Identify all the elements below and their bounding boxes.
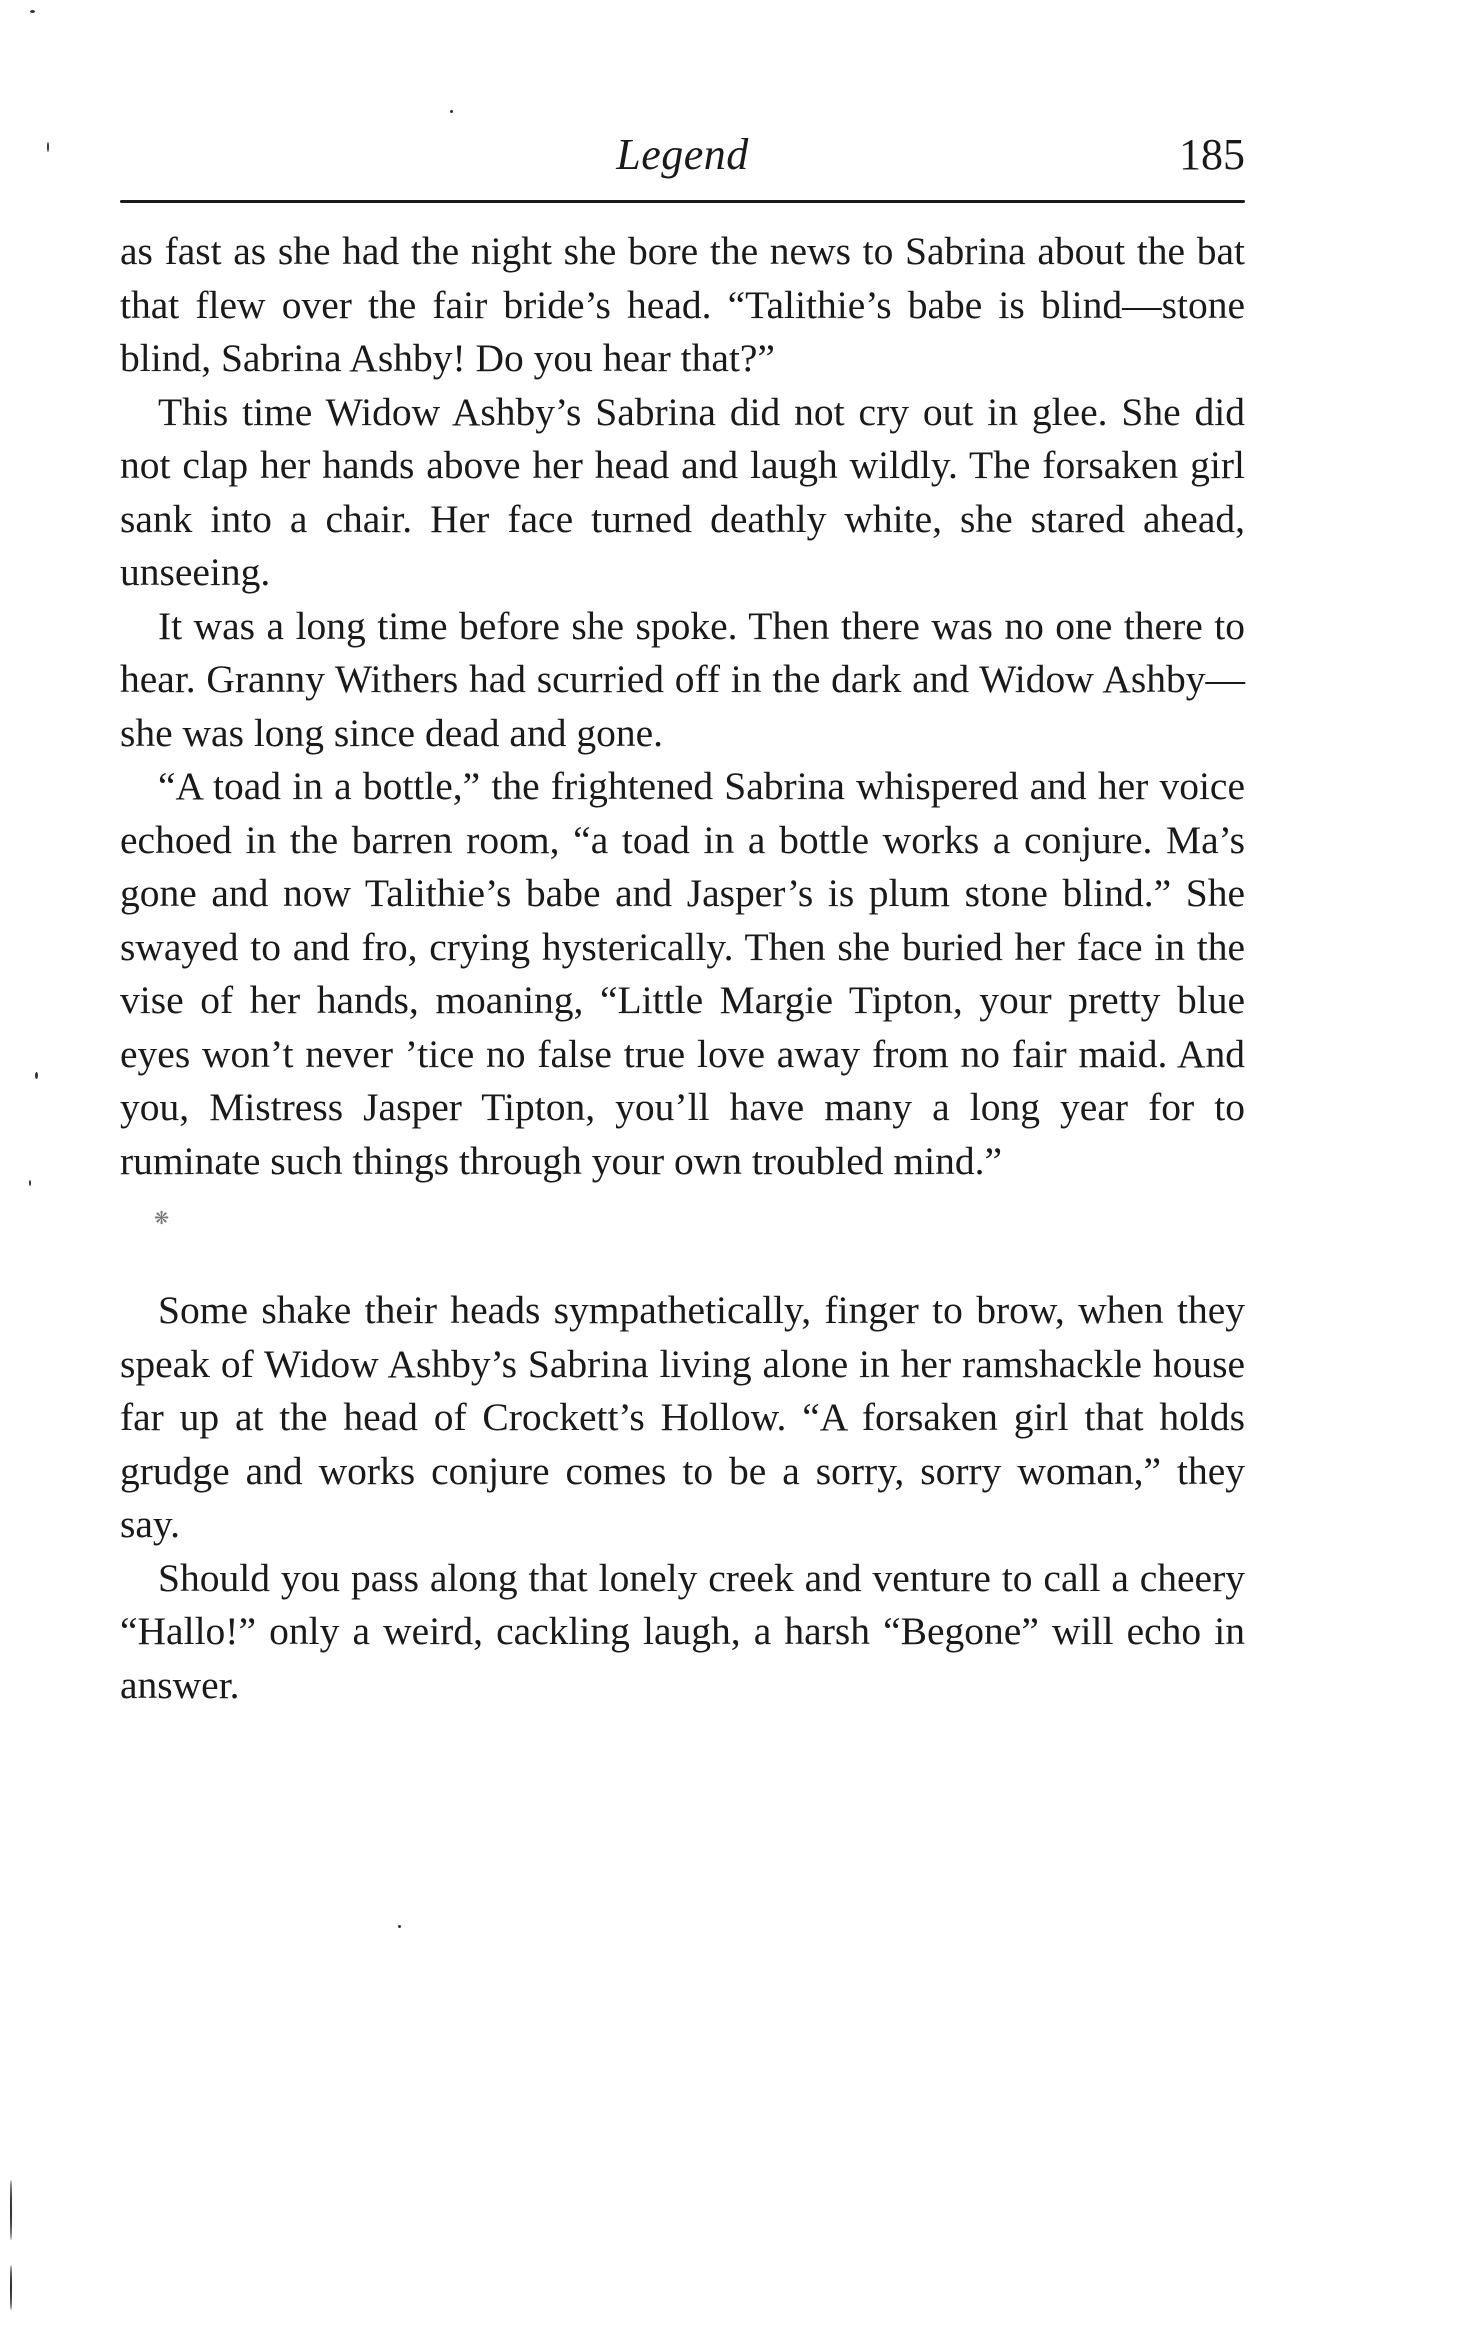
body-text bbox=[120, 225, 1245, 1712]
section-break-ornament-icon: ❋ bbox=[154, 1208, 170, 1228]
scan-speck bbox=[29, 1180, 31, 1186]
paragraph: It was a long time before she spoke. Then there was no one there to hear. Granny Withers had scurried off in the dark and Widow Ashby—she was long since dead and gone. bbox=[120, 603, 1245, 755]
paragraph: Should you pass along that lonely creek and venture to call a cheery “Hallo!” only a weird, cackling laugh, a harsh “Begone” will echo in answer. bbox=[120, 1555, 1245, 1707]
running-head bbox=[120, 120, 1245, 190]
header-rule bbox=[120, 200, 1245, 203]
scan-speck bbox=[35, 1072, 38, 1079]
scan-speck bbox=[398, 1925, 401, 1928]
section-break bbox=[120, 1188, 1245, 1284]
paragraph: “A toad in a bottle,” the frightened Sabrina whispered and her voice echoed in the barren room, “a toad in a bottle works a conjure. Ma’s gone and now Talithie’s babe and Jasper’s is plum stone blind.” She swayed to and fro, crying hysterically. Then she buried her face in the vise of her hands, moaning, “Little Margie Tipton, your pretty blue eyes won’t never ’tice no false true love away from no fair maid. And you, Mistress Jasper Tipton, you’ll have many a long year for to ruminate such things through your own troubled mind.” bbox=[120, 764, 1245, 1183]
scan-speck bbox=[47, 142, 49, 152]
scan-speck bbox=[30, 10, 35, 13]
paragraph: Some shake their heads sympathetically, finger to brow, when they speak of Widow Ashby’s Sabrina living alone in her ramshackle house far up at the head of Crockett’s Hollow. “A forsaken girl that holds grudge and works conjure comes to be a sorry, sorry woman,” they say. bbox=[120, 1288, 1245, 1546]
scan-speck bbox=[10, 2265, 12, 2310]
paragraph: This time Widow Ashby’s Sabrina did not cry out in glee. She did not clap her hands above her head and laugh wildly. The forsaken girl sank into a chair. Her face turned deathly white, she stared ahead, unseeing. bbox=[120, 389, 1245, 594]
scan-speck bbox=[10, 2180, 12, 2240]
paragraph-continuation: as fast as she had the night she bore the news to Sabrina about the bat that flew over the fair bride’s head. “Talithie’s babe is blind—stone blind, Sabrina Ashby! Do you hear that?” bbox=[120, 229, 1245, 380]
page-number: 185 bbox=[1179, 130, 1245, 179]
running-title: Legend bbox=[616, 130, 749, 179]
scan-speck bbox=[450, 110, 453, 113]
